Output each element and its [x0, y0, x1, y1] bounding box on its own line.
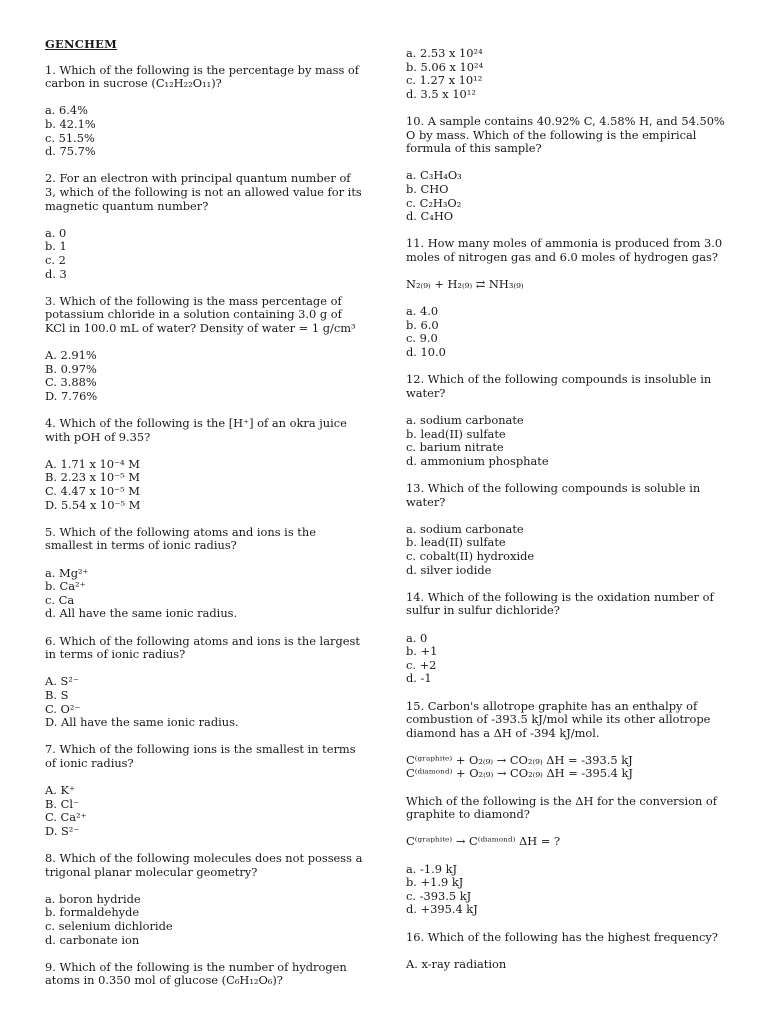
answer-choice: c. C₂H₃O₂ [406, 195, 462, 210]
question-block [45, 635, 365, 730]
answer-choice: c. 51.5% [45, 130, 95, 145]
question-text: 16. Which of the following has the highest frequency? [406, 929, 718, 944]
answer-choices [45, 349, 365, 403]
answer-choice: c. 9.0 [406, 331, 438, 346]
answer-choice: d. 3.5 x 10¹² [406, 86, 476, 101]
question-text: 5. Which of the following atoms and ions is the smallest in terms of ionic radius? [45, 524, 316, 553]
question-text-continued: Which of the following is the ΔH for the conversion of graphite to diamond? [406, 793, 718, 822]
answer-choices [406, 632, 736, 686]
equation-line: N₂₍₉₎ + H₂₍₉₎ ⇄ NH₃₍₉₎ [406, 277, 524, 292]
answer-choice: d. 10.0 [406, 345, 446, 360]
question-text: 6. Which of the following atoms and ions is the largest in terms of ionic radius? [45, 633, 360, 662]
question-text: 15. Carbon's allotrope graphite has an enthalpy of combustion of -393.5 kJ/mol while its other allotrope diamond has a ΔH of -394 kJ/mol. [406, 698, 711, 740]
equation-line: C⁽ᵍʳᵃᵖʰⁱᵗᵉ⁾ → C⁽ᵈⁱᵃᵐᵒⁿᵈ⁾ ΔH = ? [406, 834, 561, 849]
question-text: 9. Which of the following is the number of hydrogen atoms in 0.350 mol of glucose (C₆H₁₂O₆)? [45, 959, 347, 988]
question-text: 1. Which of the following is the percentage by mass of carbon in sucrose (C₁₂H₂₂O₁₁)? [45, 62, 360, 91]
answer-choice: D. S²⁻ [45, 823, 80, 838]
answer-choice: b. CHO [406, 181, 449, 196]
answer-choice: D. 5.54 x 10⁻⁵ M [45, 497, 141, 512]
question-block [45, 961, 365, 988]
answer-choices [45, 104, 365, 158]
answer-choice: C. O²⁻ [45, 701, 81, 716]
answer-choice: B. 2.23 x 10⁻⁵ M [45, 470, 140, 485]
answer-choices [45, 567, 365, 621]
answer-choice: C. 4.47 x 10⁻⁵ M [45, 484, 140, 498]
answer-choice: b. 6.0 [406, 317, 439, 332]
answer-choice: B. 0.97% [45, 361, 97, 376]
answer-choices [406, 863, 736, 917]
answer-choices [45, 227, 365, 281]
question-block [45, 417, 365, 512]
answer-choice: d. -1 [406, 671, 432, 686]
question-block [406, 115, 736, 224]
equation-line: C⁽ᵍʳᵃᵖʰⁱᵗᵉ⁾ + O₂₍₉₎ → CO₂₍₉₎ ΔH = -393.5 kJ [406, 752, 633, 767]
question-block [406, 931, 736, 972]
answer-choice: a. sodium carbonate [406, 521, 524, 536]
answer-choice: d. C₄HO [406, 209, 454, 224]
question-text: 14. Which of the following is the oxidation number of sulfur in sulfur dichloride? [406, 589, 714, 618]
equation-block [406, 835, 736, 849]
answer-choice: D. All have the same ionic radius. [45, 715, 239, 730]
answer-choices [406, 305, 736, 359]
equation-block [406, 754, 736, 781]
answer-choices [406, 47, 736, 101]
answer-choice: a. 4.0 [406, 304, 439, 319]
answer-choice: c. cobalt(II) hydroxide [406, 548, 535, 563]
answer-choice: b. +1 [406, 644, 438, 659]
answer-choice: d. silver iodide [406, 562, 492, 577]
answer-choice: b. formaldehyde [45, 905, 140, 920]
answer-choices [406, 169, 736, 223]
question-text: 4. Which of the following is the [H⁺] of an okra juice with pOH of 9.35? [45, 416, 347, 444]
question-text: 11. How many moles of ammonia is produced from 3.0 moles of nitrogen gas and 6.0 moles of hydrogen gas? [406, 236, 723, 264]
answer-choice: D. 7.76% [45, 388, 98, 403]
answer-choice: d. All have the same ionic radius. [45, 606, 238, 621]
answer-choice: a. 0 [45, 225, 67, 240]
answer-choice: B. Cl⁻ [45, 796, 79, 811]
answer-choices [406, 523, 736, 577]
answer-choice: C. 3.88% [45, 375, 97, 390]
question-block [406, 482, 736, 577]
answer-choice: a. -1.9 kJ [406, 861, 458, 876]
answer-choice: A. S²⁻ [45, 674, 79, 689]
answer-choice: b. +1.9 kJ [406, 875, 464, 890]
question-block [406, 47, 736, 101]
answer-choice: b. Ca²⁺ [45, 579, 86, 594]
question-text: 10. A sample contains 40.92% C, 4.58% H, and 54.50% O by mass. Which of the following is the empirical formula of this sample? [406, 113, 725, 156]
answer-choice: b. lead(II) sulfate [406, 426, 506, 441]
answer-choice: a. sodium carbonate [406, 413, 524, 428]
answer-choice: a. 0 [406, 630, 428, 645]
answer-choice: A. K⁺ [45, 783, 75, 798]
answer-choice: A. 2.91% [45, 348, 97, 363]
answer-choices [406, 958, 736, 972]
answer-choice: c. 2 [45, 252, 66, 267]
answer-choices [45, 893, 365, 947]
question-block [406, 591, 736, 686]
question-block [45, 526, 365, 621]
answer-choice: d. 75.7% [45, 144, 96, 159]
answer-choices [45, 784, 365, 838]
question-text: 12. Which of the following compounds is insoluble in water? [406, 372, 712, 400]
question-text: 2. For an electron with principal quantum number of 3, which of the following is not an allowed value for its magnetic quantum number? [45, 171, 362, 213]
right-question-list [406, 47, 736, 971]
question-block [45, 743, 365, 838]
answer-choice: c. +2 [406, 657, 437, 672]
question-block [406, 700, 736, 918]
answer-choice: c. -393.5 kJ [406, 888, 472, 903]
answer-choice: b. 1 [45, 239, 67, 254]
right-column [406, 38, 736, 985]
question-text: 7. Which of the following ions is the smallest in terms of ionic radius? [45, 742, 356, 770]
answer-choice: c. 1.27 x 10¹² [406, 73, 483, 88]
answer-choices [406, 414, 736, 468]
answer-choice: a. boron hydride [45, 891, 141, 906]
answer-choice: d. 3 [45, 266, 67, 281]
question-block [45, 64, 365, 159]
equation-line: C⁽ᵈⁱᵃᵐᵒⁿᵈ⁾ + O₂₍₉₎ → CO₂₍₉₎ ΔH = -395.4 kJ [406, 766, 633, 781]
answer-choice: d. +395.4 kJ [406, 902, 478, 917]
answer-choice: a. 2.53 x 10²⁴ [406, 46, 483, 60]
left-column [45, 38, 365, 1002]
answer-choice: b. lead(II) sulfate [406, 535, 506, 550]
answer-choice: c. barium nitrate [406, 440, 504, 455]
answer-choice: d. carbonate ion [45, 932, 140, 947]
answer-choice: a. Mg²⁺ [45, 565, 89, 580]
answer-choice: C. Ca²⁺ [45, 810, 87, 825]
answer-choices [45, 458, 365, 512]
answer-choice: a. 6.4% [45, 103, 88, 118]
question-text: 3. Which of the following is the mass percentage of potassium chloride in a solution containing 3.0 g of KCl in 100.0 mL of water? Density of water = 1 g/cm³ [45, 293, 356, 335]
answer-choice: a. C₃H₄O₃ [406, 168, 462, 183]
answer-choice: A. x-ray radiation [406, 956, 507, 971]
left-question-list [45, 64, 365, 988]
answer-choice: B. S [45, 687, 69, 702]
question-block [406, 237, 736, 359]
answer-choices [45, 675, 365, 729]
question-block [406, 373, 736, 468]
question-block [45, 172, 365, 281]
question-block [45, 852, 365, 947]
answer-choice: c. Ca [45, 592, 75, 607]
question-block [45, 295, 365, 404]
answer-choice: b. 42.1% [45, 116, 96, 131]
answer-choice: b. 5.06 x 10²⁴ [406, 59, 484, 74]
question-text: 8. Which of the following molecules does not possess a trigonal planar molecular geometry? [45, 851, 363, 879]
question-text: 13. Which of the following compounds is soluble in water? [406, 481, 701, 509]
equation-block [406, 278, 736, 292]
answer-choice: A. 1.71 x 10⁻⁴ M [45, 456, 140, 471]
answer-choice: d. ammonium phosphate [406, 453, 549, 468]
document-title: GENCHEM [45, 37, 118, 51]
answer-choice: c. selenium dichloride [45, 919, 173, 933]
